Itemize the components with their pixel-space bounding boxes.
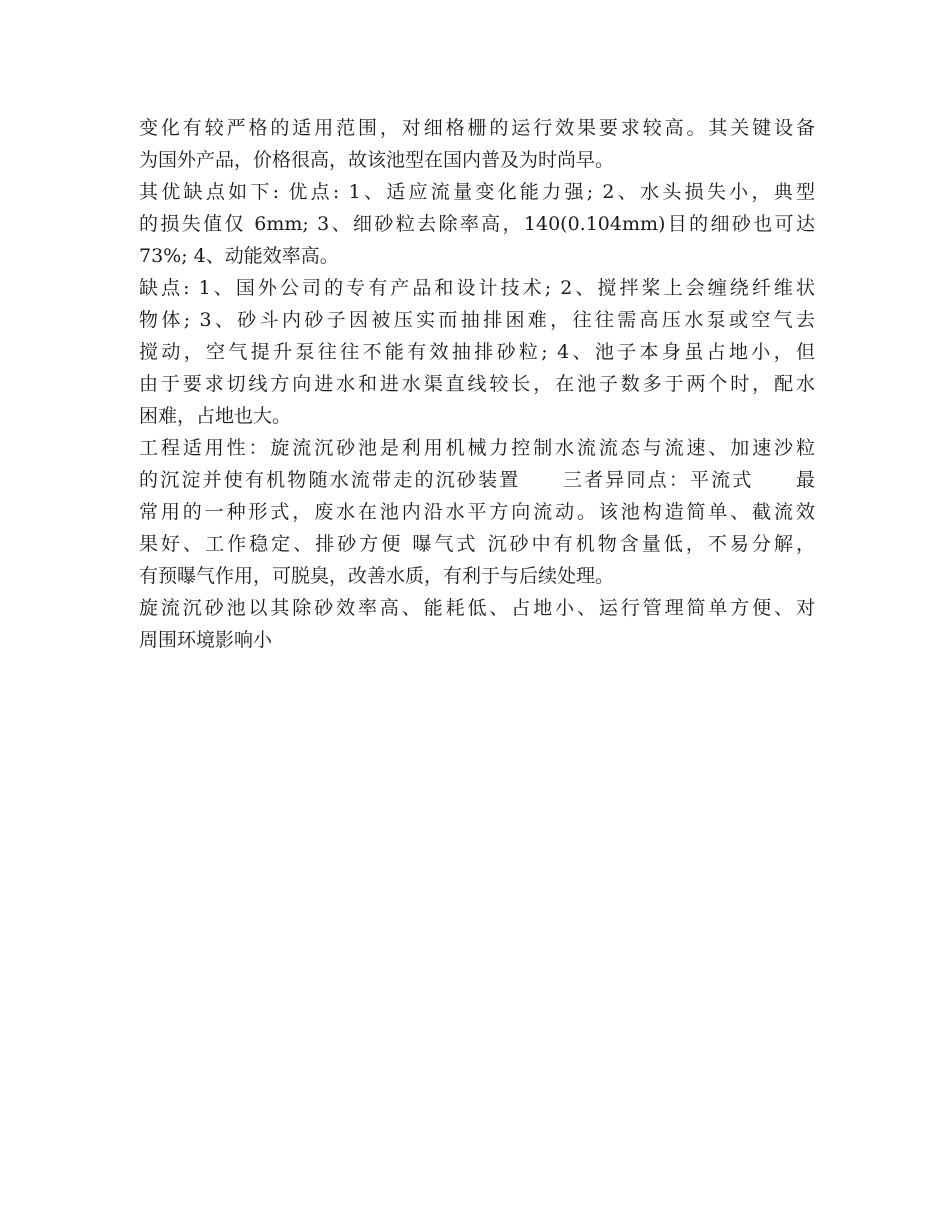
text-line: 有预曝气作用，可脱臭，改善水质，有利于与后续处理。 bbox=[139, 565, 615, 587]
text-line: 为国外产品，价格很高，故该池型在国内普及为时尚早。 bbox=[139, 149, 615, 171]
text-line: 果好、工作稳定、排砂方便 曝气式 沉砂中有机物含量低，不易分解， bbox=[139, 533, 815, 555]
text-line: 物体; 3、砂斗内砂子因被压实而抽排困难，往往需高压水泵或空气去 bbox=[139, 309, 815, 331]
text-line: 变化有较严格的适用范围，对细格栅的运行效果要求较高。其关键设备 bbox=[139, 117, 815, 139]
text-line: 73%; 4、动能效率高。 bbox=[139, 245, 339, 267]
text-line: 的损失值仅 6mm; 3、细砂粒去除率高，140(0.104mm)目的细砂也可达 bbox=[139, 213, 815, 235]
text-line: 缺点: 1、国外公司的专有产品和设计技术; 2、搅拌桨上会缠绕纤维状 bbox=[139, 277, 815, 299]
text-line: 的沉淀并使有机物随水流带走的沉砂装置 三者异同点：平流式 最 bbox=[139, 469, 815, 491]
text-line: 搅动，空气提升泵往往不能有效抽排砂粒; 4、池子本身虽占地小，但 bbox=[139, 341, 815, 363]
text-line: 困难，占地也大。 bbox=[139, 405, 292, 427]
document-body bbox=[139, 112, 815, 656]
text-line: 旋流沉砂池以其除砂效率高、能耗低、占地小、运行管理简单方便、对 bbox=[139, 597, 815, 619]
text-line: 常用的一种形式，废水在池内沿水平方向流动。该池构造简单、截流效 bbox=[139, 501, 815, 523]
text-line: 周围环境影响小 bbox=[139, 629, 273, 651]
text-line: 由于要求切线方向进水和进水渠直线较长，在池子数多于两个时，配水 bbox=[139, 373, 815, 395]
text-line: 工程适用性：旋流沉砂池是利用机械力控制水流流态与流速、加速沙粒 bbox=[139, 437, 815, 459]
text-line: 其优缺点如下: 优点: 1、适应流量变化能力强; 2、水头损失小，典型 bbox=[139, 181, 815, 203]
